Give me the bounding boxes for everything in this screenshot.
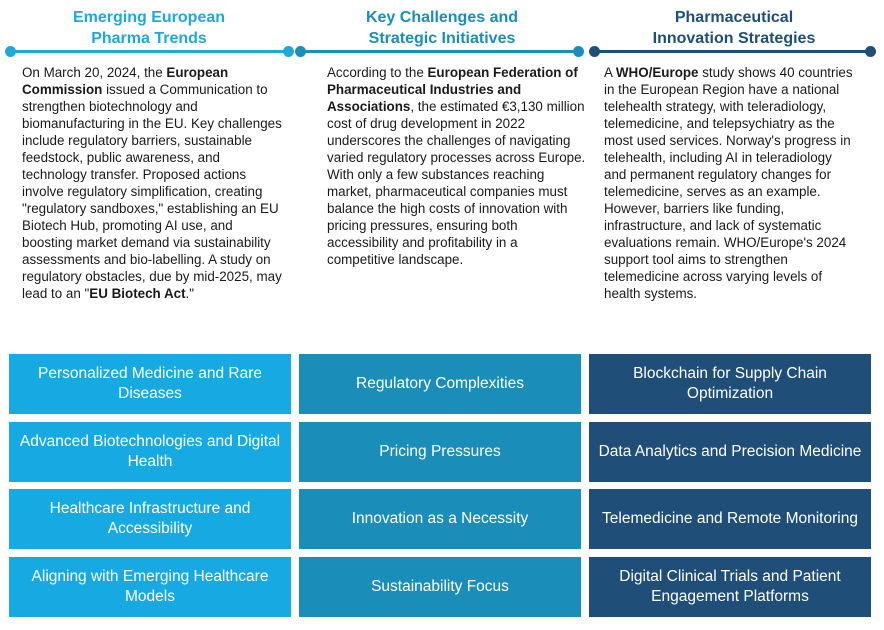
- strategy-box: Data Analytics and Precision Medicine: [589, 422, 871, 482]
- trend-box: Advanced Biotechnologies and Digital Health: [9, 422, 291, 482]
- challenge-box: Pricing Pressures: [299, 422, 581, 482]
- column-title-line: Emerging European: [72, 9, 226, 26]
- column-title-line: Pharma Trends: [91, 30, 207, 47]
- divider-bar: [594, 50, 870, 53]
- paragraph-run: On March 20, 2024, the: [22, 65, 167, 80]
- divider-dot: [5, 46, 16, 57]
- trend-box: Personalized Medicine and Rare Diseases: [9, 354, 291, 414]
- divider-dot: [573, 46, 584, 57]
- challenge-box: Regulatory Complexities: [299, 354, 581, 414]
- column-title-line: Innovation Strategies: [652, 30, 816, 47]
- divider-dot: [283, 46, 294, 57]
- column-title-line: Key Challenges and: [365, 9, 519, 26]
- column-title-line: Pharmaceutical: [674, 9, 794, 26]
- paragraph-run: According to the: [327, 65, 428, 80]
- paragraph-bold-run: EU Biotech Act: [89, 286, 186, 301]
- challenge-box: Innovation as a Necessity: [299, 489, 581, 549]
- paragraph-trends: [22, 64, 284, 302]
- strategy-box: Blockchain for Supply Chain Optimization: [589, 354, 871, 414]
- divider-dot: [589, 46, 600, 57]
- paragraph-run: , the estimated €3,130 million cost of drug development in 2022 underscores the challenges of navigating varied regulatory processes across Europe. With only a few substances reaching market, pharmaceutical companies must balance the high costs of innovation with pricing pressures, ensuring both accessibility and profitability in a competitive landscape.: [327, 99, 586, 267]
- paragraph-run: study shows 40 countries in the European Region have a national telehealth strategy, with teleradiology, telemedicine, and telepsychiatry as the most used services. Norway's progress in telehealth, including AI in teleradiology and permanent regulatory changes for telemedicine, serves as an example. However, barriers like funding, infrastructure, and lack of systematic evaluations remain. WHO/Europe's 2024 support tool aims to strengthen telemedicine across varying levels of health systems.: [604, 65, 853, 301]
- paragraph-run: .": [185, 286, 195, 301]
- column-title-trends: [8, 7, 290, 49]
- column-title-line: Strategic Initiatives: [368, 30, 516, 47]
- divider-bar: [10, 50, 288, 53]
- column-title-challenges: [298, 7, 586, 49]
- trend-box: Aligning with Emerging Healthcare Models: [9, 557, 291, 617]
- divider-dot: [295, 46, 306, 57]
- divider-dot: [865, 46, 876, 57]
- paragraph-challenges: [327, 64, 587, 268]
- challenge-box: Sustainability Focus: [299, 557, 581, 617]
- strategy-box: Digital Clinical Trials and Patient Engagement Platforms: [589, 557, 871, 617]
- paragraph-innovation: [604, 64, 856, 302]
- paragraph-bold-run: WHO/Europe: [615, 65, 699, 80]
- divider-bar: [301, 50, 579, 53]
- trend-box: Healthcare Infrastructure and Accessibility: [9, 489, 291, 549]
- paragraph-run: issued a Communication to strengthen biotechnology and biomanufacturing in the EU. Key challenges include regulatory barriers, sustainable feedstock, public awareness, and technology transfer. Proposed actions involve regulatory simplification, creating "regulatory sandboxes," establishing an EU Biotech Hub, promoting AI use, and boosting market demand via sustainability assessments and bio-labelling. A study on regulatory obstacles, due by mid-2025, may lead to an ": [22, 82, 282, 301]
- strategy-box: Telemedicine and Remote Monitoring: [589, 489, 871, 549]
- paragraph-bold-run: European Federation of Pharmaceutical Industries and Associations: [327, 65, 578, 114]
- paragraph-bold-run: European Commission: [22, 65, 229, 97]
- paragraph-run: A: [604, 65, 616, 80]
- column-title-innovation: [592, 7, 876, 49]
